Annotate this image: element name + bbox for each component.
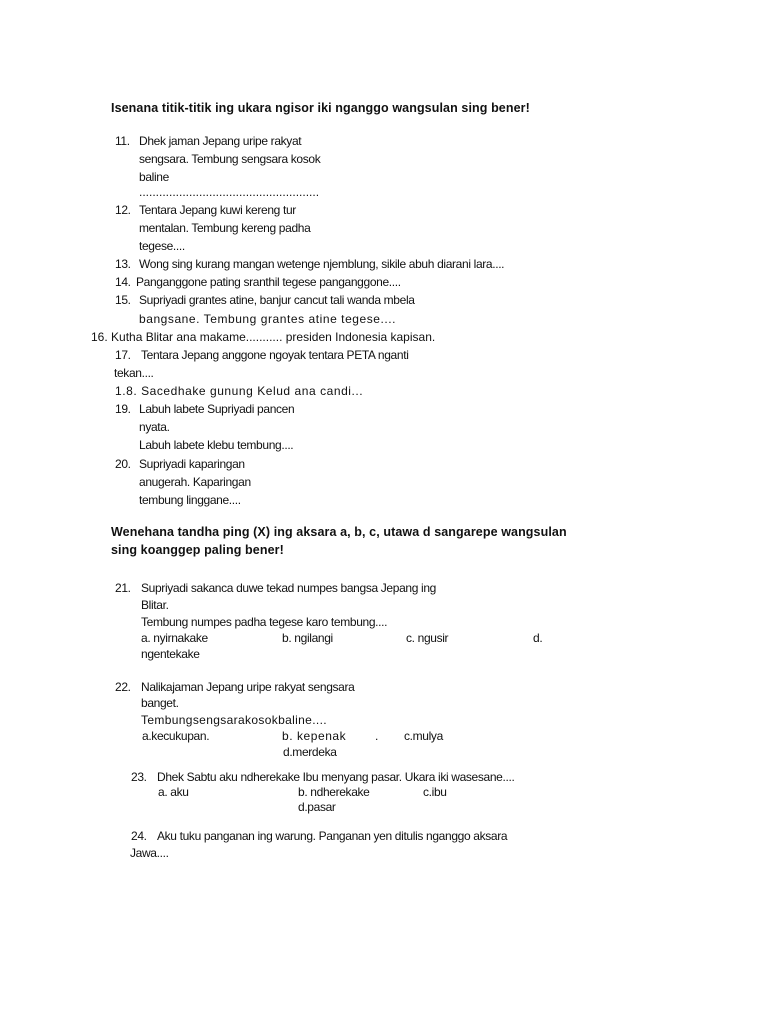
q21-option-b[interactable]: b. ngilangi: [282, 631, 333, 645]
q19-number: 19.: [115, 402, 131, 416]
q22-line2: banget.: [141, 696, 179, 710]
q22-option-b[interactable]: b. kepenak: [282, 729, 347, 743]
q13-line1: Wong sing kurang mangan wetenge njemblung, sikile abuh diarani lara....: [139, 257, 505, 271]
q22-option-d[interactable]: d.merdeka: [283, 745, 337, 759]
q21-line1: Supriyadi sakanca duwe tekad numpes bangsa Jepang ing: [141, 581, 436, 595]
q22-stray-dot: .: [375, 729, 379, 743]
q21-option-d-text[interactable]: ngentekake: [141, 647, 200, 661]
q24-number: 24.: [131, 829, 147, 843]
q18-line1: 1.8. Sacedhake gunung Kelud ana candi...: [115, 384, 364, 398]
q23-line1: Dhek Sabtu aku ndherekake Ibu menyang pasar. Ukara iki wasesane....: [157, 770, 515, 784]
q14-line1: Panganggone pating sranthil tegese panganggone....: [136, 275, 401, 289]
q19-line2: nyata.: [139, 420, 170, 434]
q14-number: 14.: [115, 275, 131, 289]
q11-line1: Dhek jaman Jepang uripe rakyat: [139, 134, 302, 148]
q24-line2: Jawa....: [130, 846, 169, 860]
q23-option-c[interactable]: c.ibu: [423, 785, 447, 799]
q21-option-c[interactable]: c. ngusir: [406, 631, 449, 645]
q12-line2: mentalan. Tembung kereng padha: [139, 221, 311, 235]
section1-heading: Isenana titik-titik ing ukara ngisor iki nganggo wangsulan sing bener!: [111, 101, 530, 115]
q11-line3: baline: [139, 170, 169, 184]
q11-answer-dots: ......................................................: [139, 185, 320, 199]
q21-line2: Blitar.: [141, 598, 169, 612]
q20-line2: anugerah. Kaparingan: [139, 475, 251, 489]
q17-number: 17.: [115, 348, 131, 362]
q21-option-a[interactable]: a. nyirnakake: [141, 631, 208, 645]
q21-line3: Tembung numpes padha tegese karo tembung....: [141, 615, 388, 629]
q12-line3: tegese....: [139, 239, 185, 253]
q11-number: 11.: [115, 134, 130, 148]
q11-line2: sengsara. Tembung sengsara kosok: [139, 152, 321, 166]
q15-line2: bangsane. Tembung grantes atine tegese....: [139, 312, 397, 326]
q20-line1: Supriyadi kaparingan: [139, 457, 245, 471]
q17-line1: Tentara Jepang anggone ngoyak tentara PETA nganti: [141, 348, 409, 362]
q20-line3: tembung linggane....: [139, 493, 241, 507]
q22-line3: Tembungsengsarakosokbaline....: [141, 713, 327, 727]
section2-heading-line2: sing koanggep paling bener!: [111, 543, 284, 557]
q21-option-d[interactable]: d.: [533, 631, 543, 645]
q15-line1: Supriyadi grantes atine, banjur cancut tali wanda mbela: [139, 293, 415, 307]
q22-option-c[interactable]: c.mulya: [404, 729, 443, 743]
q15-number: 15.: [115, 293, 131, 307]
q23-option-d[interactable]: d.pasar: [298, 800, 336, 814]
q19-line1: Labuh labete Supriyadi pancen: [139, 402, 295, 416]
q13-number: 13.: [115, 257, 131, 271]
q17-line2: tekan....: [114, 366, 154, 380]
q24-line1: Aku tuku panganan ing warung. Panganan yen ditulis nganggo aksara: [157, 829, 508, 843]
q23-option-b[interactable]: b. ndherekake: [298, 785, 370, 799]
q12-line1: Tentara Jepang kuwi kereng tur: [139, 203, 296, 217]
q23-number: 23.: [131, 770, 147, 784]
q12-number: 12.: [115, 203, 131, 217]
q20-number: 20.: [115, 457, 131, 471]
q22-number: 22.: [115, 680, 131, 694]
section2-heading-line1: Wenehana tandha ping (X) ing aksara a, b, c, utawa d sangarepe wangsulan: [111, 525, 567, 539]
q22-option-a[interactable]: a.kecukupan.: [142, 729, 210, 743]
q23-option-a[interactable]: a. aku: [158, 785, 189, 799]
q19-line3: Labuh labete klebu tembung....: [139, 438, 294, 452]
q22-line1: Nalikajaman Jepang uripe rakyat sengsara: [141, 680, 355, 694]
q16-line1: 16. Kutha Blitar ana makame........... presiden Indonesia kapisan.: [91, 330, 436, 344]
q21-number: 21.: [115, 581, 131, 595]
